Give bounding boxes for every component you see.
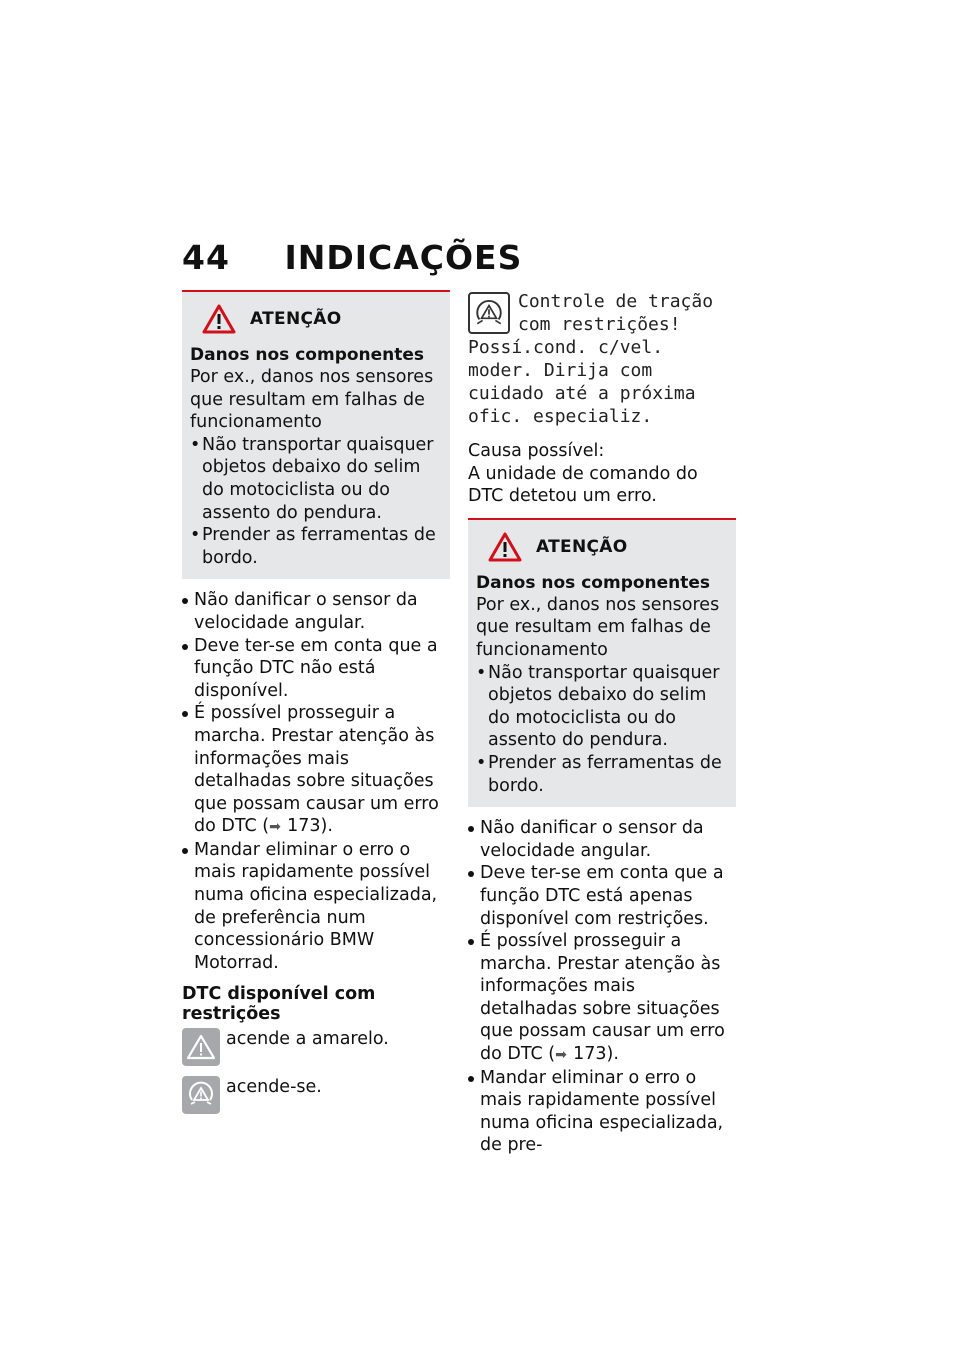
instruction-item: Deve ter-se em conta que a função DTC não está disponível. (182, 635, 450, 703)
warning-item: • Não transportar quaisquer objetos debaixo do selim do motociclista ou do assento do pendura. (190, 434, 442, 524)
warning-subtitle: Danos nos componentes (476, 572, 711, 593)
instruction-item (182, 702, 450, 839)
page-reference-arrow-icon: ➡ (269, 819, 281, 836)
instruction-item: Mandar eliminar o erro o mais rapidamente possível numa oficina especializada, de pre- (468, 1067, 736, 1157)
indicator-text: acende-se. (226, 1077, 322, 1098)
page-reference-arrow-icon: ➡ (555, 1047, 567, 1064)
warning-body: Por ex., danos nos sensores que resultam em falhas de funcionamento (190, 367, 434, 433)
section-title: DTC disponível com restrições (182, 984, 376, 1025)
warning-title: ATENÇÃO (250, 309, 342, 329)
indicator-text: acende a amarelo. (226, 1029, 389, 1050)
warning-list (476, 662, 728, 798)
warning-header (488, 532, 728, 562)
indicator-row (182, 1028, 450, 1066)
page-reference[interactable]: 173). (573, 1044, 619, 1065)
left-column (182, 290, 450, 1124)
cause-block (468, 440, 736, 508)
warning-item: • Prender as ferramentas de bordo. (190, 524, 442, 569)
instruction-list (468, 817, 736, 1157)
warning-triangle-icon (202, 304, 236, 334)
warning-box (468, 518, 736, 807)
instruction-text: É possível prosseguir a marcha. Prestar atenção às informações mais detalhadas sobre situações que possam causar um erro do DTC ( (194, 703, 439, 837)
warning-item: • Não transportar quaisquer objetos debaixo do selim do motociclista ou do assento do pendura. (476, 662, 728, 752)
page-number: 44 (182, 238, 230, 277)
instruction-item: Não danificar o sensor da velocidade angular. (468, 817, 736, 862)
warning-item: • Prender as ferramentas de bordo. (476, 752, 728, 797)
warning-list (190, 434, 442, 570)
page-reference[interactable]: 173). (287, 816, 333, 837)
page-header (182, 238, 522, 277)
warning-body: Por ex., danos nos sensores que resultam em falhas de funcionamento (476, 594, 720, 660)
warning-triangle-icon (488, 532, 522, 562)
instruction-item: Deve ter-se em conta que a função DTC está apenas disponível com restrições. (468, 862, 736, 930)
cause-text: A unidade de comando do DTC detetou um erro. (468, 463, 698, 507)
indicator-row (182, 1076, 450, 1114)
warning-title: ATENÇÃO (536, 536, 628, 557)
instruction-item: Mandar eliminar o erro o mais rapidamente possível numa oficina especializada, de preferência num concessionário BMW Motorrad. (182, 839, 450, 975)
warning-triangle-icon (182, 1028, 220, 1066)
display-message-text: Controle de tração com restrições! Possí.cond. c/vel. moder. Dirija com cuidado até a próxima ofic. especializ. (468, 291, 714, 427)
instruction-text: É possível prosseguir a marcha. Prestar atenção às informações mais detalhadas sobre situações que possam causar um erro do DTC ( (480, 931, 725, 1065)
right-column (468, 290, 736, 1157)
warning-box (182, 290, 450, 579)
page-title: INDICAÇÕES (284, 238, 523, 277)
warning-subtitle: Danos nos componentes (190, 345, 425, 365)
warning-header (202, 304, 442, 334)
display-message (468, 290, 736, 428)
instruction-item: Não danificar o sensor da velocidade angular. (182, 589, 450, 634)
instruction-list (182, 589, 450, 974)
instruction-item (468, 930, 736, 1067)
traction-control-icon (468, 292, 510, 334)
cause-label: Causa possível: (468, 441, 605, 461)
traction-control-icon (182, 1076, 220, 1114)
